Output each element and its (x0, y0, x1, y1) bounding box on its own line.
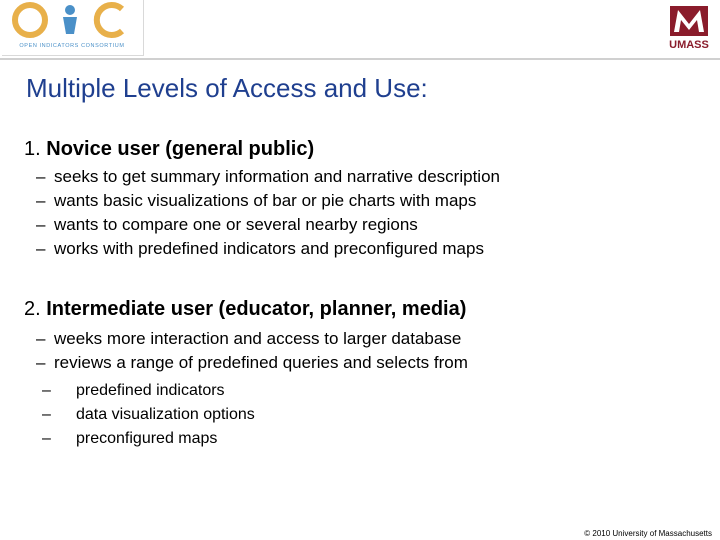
bullet-dash: – (42, 406, 51, 423)
sublist-item (42, 403, 255, 427)
oic-letter-c-icon (97, 5, 122, 35)
list-item (36, 327, 468, 351)
list-item (36, 237, 500, 261)
oic-logo (2, 0, 144, 56)
list-item-text: wants basic visualizations of bar or pie charts with maps (54, 191, 477, 210)
bullet-dash: – (36, 353, 46, 372)
oic-tagline: OPEN INDICATORS CONSORTIUM (19, 43, 125, 49)
oic-figure-head-icon (65, 5, 75, 15)
umass-logo (664, 6, 714, 52)
section-1-list (36, 165, 500, 261)
list-item (36, 165, 500, 189)
sublist-item-text: preconfigured maps (76, 430, 218, 447)
list-item-text: reviews a range of predefined queries and selects from (54, 353, 468, 372)
list-item (36, 213, 500, 237)
section-2-sublist (42, 379, 255, 451)
sublist-item (42, 379, 255, 403)
section-1-heading (24, 138, 314, 161)
title-divider (0, 58, 720, 60)
umass-wordmark: UMASS (669, 39, 709, 51)
section-2-list (36, 327, 468, 375)
slide-title: Multiple Levels of Access and Use: (26, 73, 428, 103)
list-item-text: seeks to get summary information and narrative description (54, 167, 500, 186)
bullet-dash: – (42, 382, 51, 399)
bullet-dash: – (36, 167, 46, 186)
copyright-footer: © 2010 University of Massachusetts (584, 529, 712, 538)
list-item-text: works with predefined indicators and preconfigured maps (54, 239, 484, 258)
section-1-number: 1. (24, 138, 41, 160)
bullet-dash: – (36, 215, 46, 234)
bullet-dash: – (42, 430, 51, 447)
bullet-dash: – (36, 329, 46, 348)
section-2-heading-text: Intermediate user (educator, planner, media) (46, 298, 467, 320)
section-2-heading (24, 298, 466, 321)
list-item (36, 351, 468, 375)
sublist-item-text: predefined indicators (76, 382, 225, 399)
list-item (36, 189, 500, 213)
section-1-heading-text: Novice user (general public) (46, 138, 315, 160)
list-item-text: weeks more interaction and access to larger database (54, 329, 462, 348)
sublist-item-text: data visualization options (76, 406, 255, 423)
oic-figure-body-icon (63, 17, 77, 34)
oic-letter-o-icon (15, 5, 45, 35)
bullet-dash: – (36, 191, 46, 210)
bullet-dash: – (36, 239, 46, 258)
section-2-number: 2. (24, 298, 41, 320)
list-item-text: wants to compare one or several nearby regions (54, 215, 418, 234)
sublist-item (42, 427, 255, 451)
